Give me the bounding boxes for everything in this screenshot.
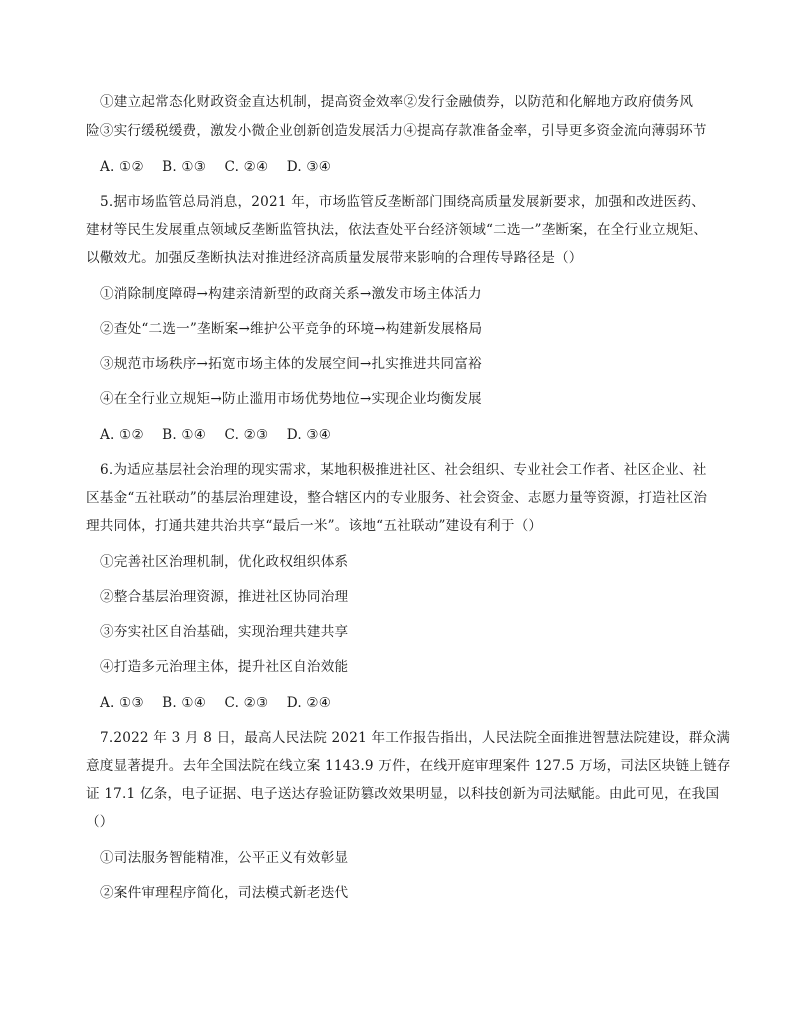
q5-statement-4: ④在全行业立规矩→防止滥用市场优势地位→实现企业均衡发展 [100, 391, 482, 407]
q5-stem-line-1: 5.据市场监管总局消息，2021 年，市场监管反垄断部门围绕高质量发展新要求，加强和改进医药、 [100, 194, 706, 210]
q7-stem-line-2: 意度显著提升。去年全国法院在线立案 1143.9 万件，在线开庭审理案件 127.5 万场，司法区块链上链存 [86, 758, 731, 774]
q6-statement-4: ④打造多元治理主体，提升社区自治效能 [100, 659, 349, 675]
q6-stem-line-3: 理共同体，打通共建共治共享“最后一米”。该地“五社联动”建设有利于（） [86, 518, 543, 534]
q5-stem-line-2: 建材等民生发展重点领域反垄断监管执法，依法查处平台经济领域“二选一”垄断案，在全行业立规矩、 [86, 222, 708, 238]
q7-stem-line-1: 7.2022 年 3 月 8 日，最高人民法院 2021 年工作报告指出，人民法院全面推进智慧法院建设，群众满 [100, 730, 731, 746]
q5-stem-line-3: 以儆效尤。加强反垄断执法对推进经济高质量发展带来影响的合理传导路径是（） [86, 250, 583, 266]
q4-answer-options: A. ①② B. ①③ C. ②④ D. ③④ [100, 159, 332, 175]
q5-statement-2: ②查处“二选一”垄断案→维护公平竞争的环境→构建新发展格局 [100, 321, 483, 337]
q6-stem-line-1: 6.为适应基层社会治理的现实需求，某地积极推进社区、社会组织、专业社会工作者、社区企业、社 [100, 462, 707, 478]
q7-stem-line-3: 证 17.1 亿条，电子证据、电子送达存验证防篡改效果明显，以科技创新为司法赋能。由此可见，在我国 [86, 786, 720, 802]
q6-statement-3: ③夯实社区自治基础，实现治理共建共享 [100, 624, 349, 640]
q7-statement-1: ①司法服务智能精准，公平正义有效彰显 [100, 850, 349, 866]
q5-answer-options: A. ①② B. ①④ C. ②③ D. ③④ [100, 427, 332, 443]
q7-stem-line-4: （） [86, 814, 114, 830]
q4-statements-line-1: ①建立起常态化财政资金直达机制，提高资金效率②发行金融债券，以防范和化解地方政府债务风 [100, 94, 694, 110]
q6-statement-1: ①完善社区治理机制，优化政权组织体系 [100, 554, 349, 570]
q6-statement-2: ②整合基层治理资源，推进社区协同治理 [100, 589, 349, 605]
q5-statement-3: ③规范市场秩序→拓宽市场主体的发展空间→扎实推进共同富裕 [100, 356, 482, 372]
q4-statements-line-2: 险③实行缓税缓费，激发小微企业创新创造发展活力④提高存款准备金率，引导更多资金流向薄弱环节 [86, 123, 707, 139]
q6-answer-options: A. ①③ B. ①④ C. ②③ D. ②④ [100, 695, 332, 711]
q5-statement-1: ①消除制度障碍→构建亲清新型的政商关系→激发市场主体活力 [100, 286, 482, 302]
q7-statement-2: ②案件审理程序简化，司法模式新老迭代 [100, 885, 349, 901]
q6-stem-line-2: 区基金“五社联动”的基层治理建设，整合辖区内的专业服务、社会资金、志愿力量等资源，打造社区治 [86, 490, 708, 506]
